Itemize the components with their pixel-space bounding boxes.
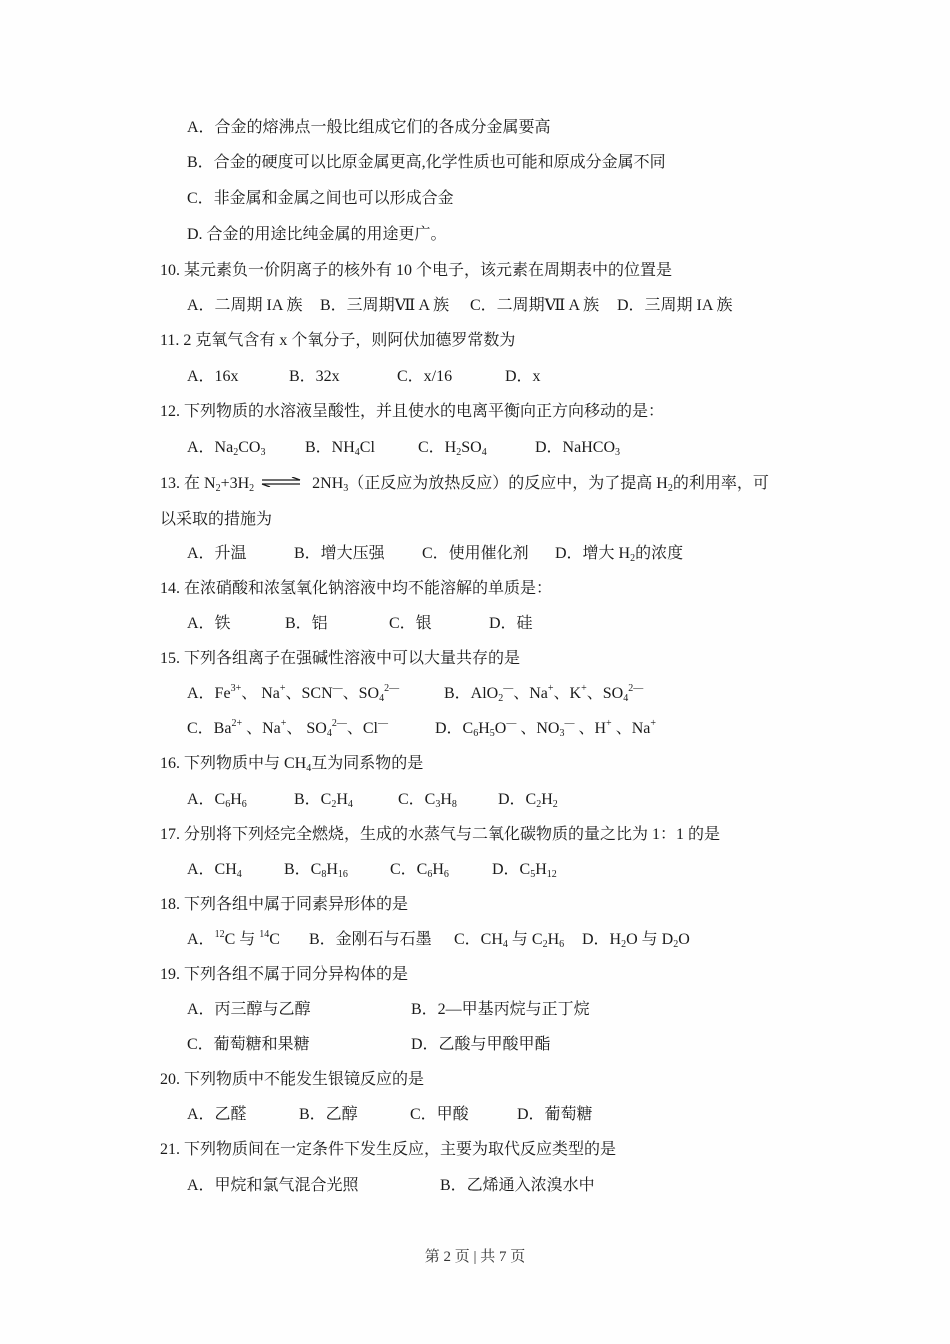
question-stem: 15. 下列各组离子在强碱性溶液中可以大量共存的是: [160, 650, 521, 667]
answer-option: B．2—甲基丙烷与正丁烷: [411, 1001, 590, 1018]
answer-option: C．$CH_4$ 与 $C_2H_6$: [454, 931, 565, 950]
answer-option: C．$C_6H_6$: [390, 861, 449, 880]
answer-option: C．$H_2SO_4$: [418, 439, 487, 458]
answer-option: A．丙三醇与乙醇: [187, 1001, 311, 1018]
answer-option: D．NaHCO$_3$: [535, 439, 620, 458]
answer-option: A．16x: [187, 368, 239, 385]
answer-option: B．铝: [285, 615, 328, 632]
answer-option: D．乙酸与甲酸甲酯: [411, 1036, 551, 1053]
answer-option: D．三周期 IA 族: [617, 297, 733, 314]
answer-option: A．$Na_2CO_3$: [187, 439, 266, 458]
answer-option: B．三周期Ⅶ A 族: [320, 297, 450, 314]
answer-option: A．$C_6H_6$: [187, 791, 247, 810]
question-stem: 16. 下列物质中与 $CH_4$互为同系物的是: [160, 755, 424, 774]
answer-option: A．升温: [187, 545, 247, 562]
answer-option: C．使用催化剂: [422, 545, 529, 562]
answer-option: B．$C_8H_{16}$: [284, 861, 348, 880]
answer-option: B．合金的硬度可以比原金属更高,化学性质也可能和原成分金属不同: [187, 154, 666, 171]
answer-option: A．乙醛: [187, 1106, 247, 1123]
answer-option: B．$NH_4Cl$: [305, 439, 375, 458]
question-stem-continuation: 以采取的措施为: [160, 511, 273, 528]
answer-option: D．$C_5H_{12}$: [492, 861, 557, 880]
answer-option: D．葡萄糖: [517, 1106, 593, 1123]
question-stem: 21. 下列物质间在一定条件下发生反应，主要为取代反应类型的是: [160, 1141, 617, 1158]
answer-option: C．非金属和金属之间也可以形成合金: [187, 190, 454, 207]
answer-option: D．$H_2O$ 与 $D_2O$: [582, 931, 690, 950]
answer-option: C．银: [389, 615, 432, 632]
question-stem: 14. 在浓硝酸和浓氢氧化钠溶液中均不能溶解的单质是：: [160, 580, 553, 597]
answer-option: A．合金的熔沸点一般比组成它们的各成分金属要高: [187, 119, 551, 136]
answer-option: D．增大 $H_2$的浓度: [555, 545, 684, 564]
page-footer: 第 2 页 | 共 7 页: [424, 1249, 526, 1265]
question-stem: 13. 在 $N_2+3H_2$ $2NH_3$（正反应为放热反应）的反应中，为了提高 $H_2$的利用率，可: [160, 475, 769, 494]
answer-option: A．$^{12}$C 与 $^{14}$C: [187, 929, 280, 948]
answer-option: D．$C_6H_5O^—$ 、$NO_3^—$ 、H+ 、Na+: [435, 718, 656, 739]
question-stem: 20. 下列物质中不能发生银镜反应的是: [160, 1071, 425, 1088]
answer-option: B．金刚石与石墨: [309, 931, 432, 948]
answer-option: C．$C_3H_8$: [398, 791, 457, 810]
answer-option: C．$Ba^{2+}$ 、Na+、 $SO_4^{2—}$、Cl—: [187, 718, 388, 739]
answer-option: D．$C_2H_2$: [498, 791, 558, 810]
equilibrium-arrow-icon: [260, 473, 302, 483]
answer-option: B．32x: [289, 368, 340, 385]
question-stem: 17. 分别将下列烃完全燃烧，生成的水蒸气与二氧化碳物质的量之比为 1：1 的是: [160, 826, 721, 843]
answer-option: A．$Fe^{3+}$、 Na+、SCN—、$SO_4^{2—}$: [187, 683, 400, 704]
answer-option: C．x/16: [397, 368, 453, 385]
answer-option: C．甲酸: [410, 1106, 469, 1123]
answer-option: B．乙烯通入浓溴水中: [440, 1177, 595, 1194]
answer-option: A．铁: [187, 615, 231, 632]
answer-option: B．乙醇: [299, 1106, 358, 1123]
answer-option: B．AlO$_2$—、Na+、K+、$SO_4^{2—}$: [444, 683, 644, 704]
question-stem: 12. 下列物质的水溶液呈酸性，并且使水的电离平衡向正方向移动的是：: [160, 403, 665, 420]
answer-option: A．二周期 IA 族: [187, 297, 303, 314]
answer-option: A．甲烷和氯气混合光照: [187, 1177, 359, 1194]
answer-option: D．x: [505, 368, 541, 385]
answer-option: A．$CH_4$: [187, 861, 242, 880]
answer-option: B．增大压强: [294, 545, 385, 562]
answer-option: D．硅: [489, 615, 533, 632]
question-stem: 11. 2 克氧气含有 x 个氧分子，则阿伏加德罗常数为: [160, 332, 516, 349]
answer-option: B．$C_2H_4$: [294, 791, 353, 810]
question-stem: 19. 下列各组不属于同分异构体的是: [160, 966, 409, 983]
answer-option: D. 合金的用途比纯金属的用途更广。: [187, 226, 447, 243]
answer-option: C．二周期Ⅶ A 族: [470, 297, 600, 314]
question-stem: 18. 下列各组中属于同素异形体的是: [160, 896, 409, 913]
question-stem: 10. 某元素负一价阴离子的核外有 10 个电子，该元素在周期表中的位置是: [160, 262, 673, 279]
answer-option: C．葡萄糖和果糖: [187, 1036, 310, 1053]
